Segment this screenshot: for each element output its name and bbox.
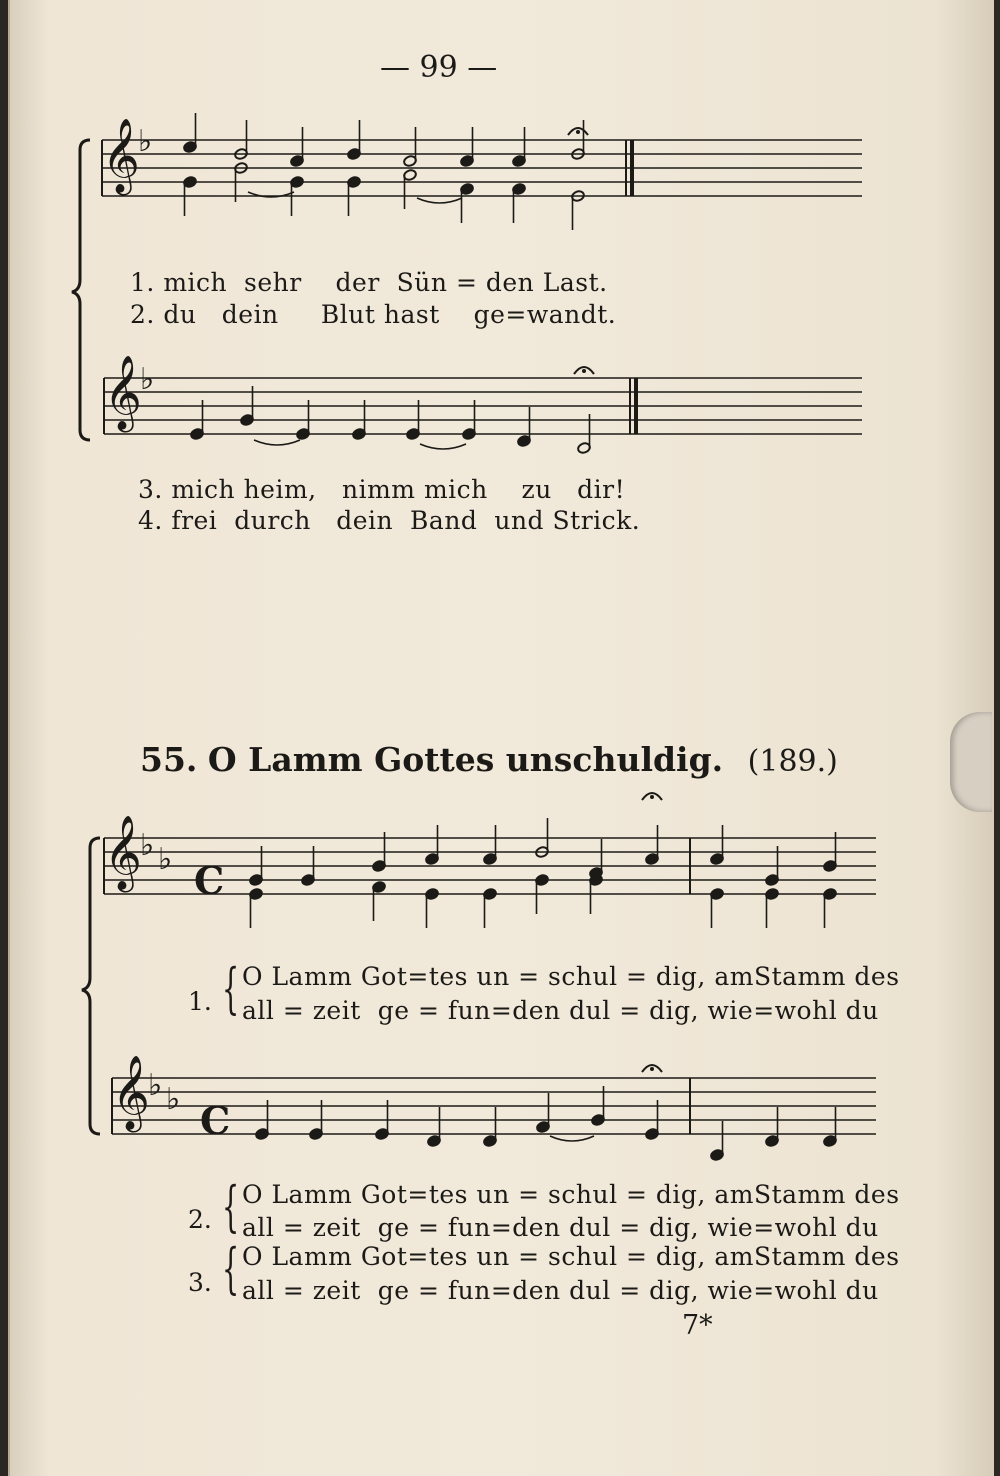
lyric-line-verse-3: 3. mich heim, nimm mich zu dir! bbox=[138, 475, 626, 504]
signature-mark: 7* bbox=[682, 1310, 713, 1341]
flat-sign-icon: ♭ bbox=[148, 1068, 163, 1103]
flat-sign-icon: ♭ bbox=[138, 124, 153, 159]
hymn-heading bbox=[140, 740, 838, 779]
lyric-line-verse-1: 1. mich sehr der Sün = den Last. bbox=[130, 268, 608, 297]
verse-2-brace: { bbox=[222, 1175, 240, 1238]
slur bbox=[420, 444, 466, 449]
system-brace bbox=[72, 140, 90, 440]
treble-clef-icon: 𝄞 bbox=[104, 356, 142, 430]
system-brace bbox=[82, 838, 100, 1134]
flat-sign-icon: ♭ bbox=[140, 362, 155, 397]
common-time-icon: C bbox=[194, 858, 225, 903]
slur bbox=[417, 198, 462, 203]
slur bbox=[254, 440, 300, 445]
verse-3-line-1: O Lamm Got=tes un = schul = dig, amStamm des bbox=[242, 1242, 900, 1271]
fermata-icon-dot bbox=[582, 369, 586, 373]
common-time-icon: C bbox=[200, 1098, 231, 1143]
verse-3-line-2: all = zeit ge = fun=den dul = dig, wie=wohl du bbox=[242, 1276, 879, 1305]
hymn-title: O Lamm Gottes unschuldig. bbox=[207, 740, 724, 779]
treble-clef-icon: 𝄞 bbox=[102, 119, 140, 193]
treble-clef-icon: 𝄞 bbox=[104, 816, 142, 890]
verse-2-line-2: all = zeit ge = fun=den dul = dig, wie=wohl du bbox=[242, 1213, 879, 1242]
fermata-icon-dot bbox=[650, 1067, 654, 1071]
verse-2-number: 2. bbox=[188, 1205, 212, 1234]
flat-sign-icon: ♭ bbox=[140, 828, 155, 863]
verse-2-line-1: O Lamm Got=tes un = schul = dig, amStamm des bbox=[242, 1180, 900, 1209]
slur bbox=[550, 1136, 594, 1141]
fermata-icon-dot bbox=[650, 795, 654, 799]
verse-1-line-2: all = zeit ge = fun=den dul = dig, wie=wohl du bbox=[242, 996, 879, 1025]
lyric-line-verse-4: 4. frei durch dein Band und Strick. bbox=[138, 506, 641, 535]
verse-1-line-1: O Lamm Got=tes un = schul = dig, amStamm des bbox=[242, 962, 900, 991]
verse-3-brace: { bbox=[222, 1237, 240, 1300]
hymn-number: 55. bbox=[140, 740, 198, 779]
verse-1-brace: { bbox=[222, 957, 240, 1020]
flat-sign-icon: ♭ bbox=[158, 842, 173, 877]
verse-1-number: 1. bbox=[188, 987, 212, 1016]
page-number: — 99 — bbox=[380, 50, 498, 85]
verse-3-number: 3. bbox=[188, 1268, 212, 1297]
treble-clef-icon: 𝄞 bbox=[112, 1056, 150, 1130]
fermata-icon-dot bbox=[576, 130, 580, 134]
lyric-line-verse-2: 2. du dein Blut hast ge=wandt. bbox=[130, 300, 617, 329]
hymn-reference: (189.) bbox=[747, 744, 838, 779]
flat-sign-icon: ♭ bbox=[166, 1082, 181, 1117]
